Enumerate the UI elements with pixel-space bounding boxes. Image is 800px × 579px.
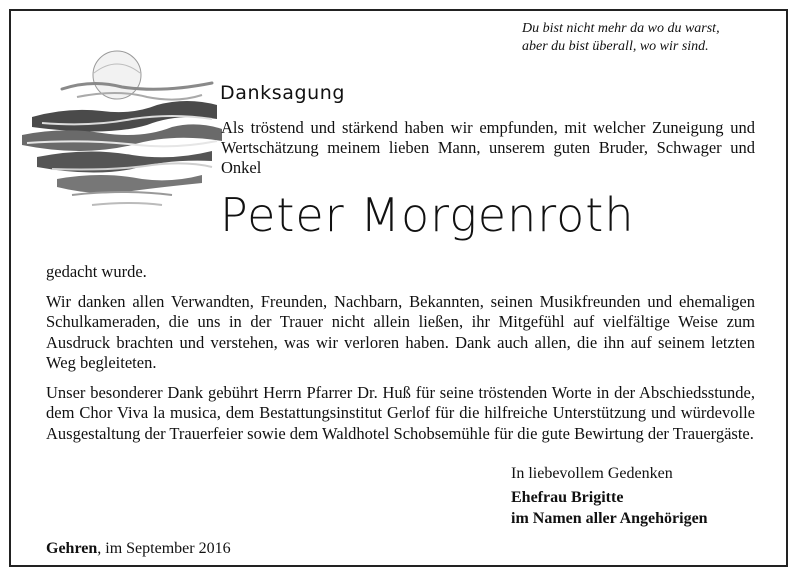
intro-paragraph: Als tröstend und stärkend haben wir empfunden, mit welcher Zuneigung und Wertschätzung meinem lieben Mann, unserem guten Bruder, Schwager und Onkel <box>221 118 755 177</box>
special-thanks-paragraph: Unser besonderer Dank gebührt Herrn Pfarrer Dr. Huß für seine tröstenden Worte in der Abschiedsstunde, dem Chor Viva la musica, dem Bestattungsinstitut Gerlof für die hilfreiche Unterstützung und würdevolle Ausgestaltung der Trauerfeier sowie dem Waldhotel Schobsemühle für die gute Bewirtung der Trauergäste. <box>46 382 755 443</box>
sunset-landscape-illustration <box>22 45 222 215</box>
signer-relatives: im Namen aller Angehörigen <box>511 510 708 527</box>
closing-text: In liebevollem Gedenken <box>511 465 673 482</box>
closing-phrase <box>511 463 673 485</box>
heading-danksagung: Danksagung <box>220 82 346 104</box>
after-name-line: gedacht wurde. <box>46 262 147 281</box>
motto-quote <box>522 20 782 56</box>
thanks-paragraph: Wir danken allen Verwandten, Freunden, Nachbarn, Bekannten, seinen Musikfreunden und ehemaligen Schulkameraden, die uns in der Trauer nicht allein ließen, ihr Mitgefühl auf vielfältige Weise zum Ausdruck brachten und verstehen, was wir verloren haben. Dank auch allen, die ihn auf seinem letzten Weg begleiteten. <box>46 291 755 372</box>
place-date-line <box>46 540 231 558</box>
motto-line-2: aber du bist überall, wo wir sind. <box>522 39 709 54</box>
signer-name: Ehefrau Brigitte <box>511 489 624 506</box>
place-date: , im September 2016 <box>97 540 231 557</box>
motto-line-1: Du bist nicht mehr da wo du warst, <box>522 21 720 36</box>
deceased-name: Peter Morgenroth <box>220 188 635 242</box>
body-text <box>46 262 755 444</box>
place-town: Gehren <box>46 540 98 557</box>
signature-block <box>511 487 708 529</box>
